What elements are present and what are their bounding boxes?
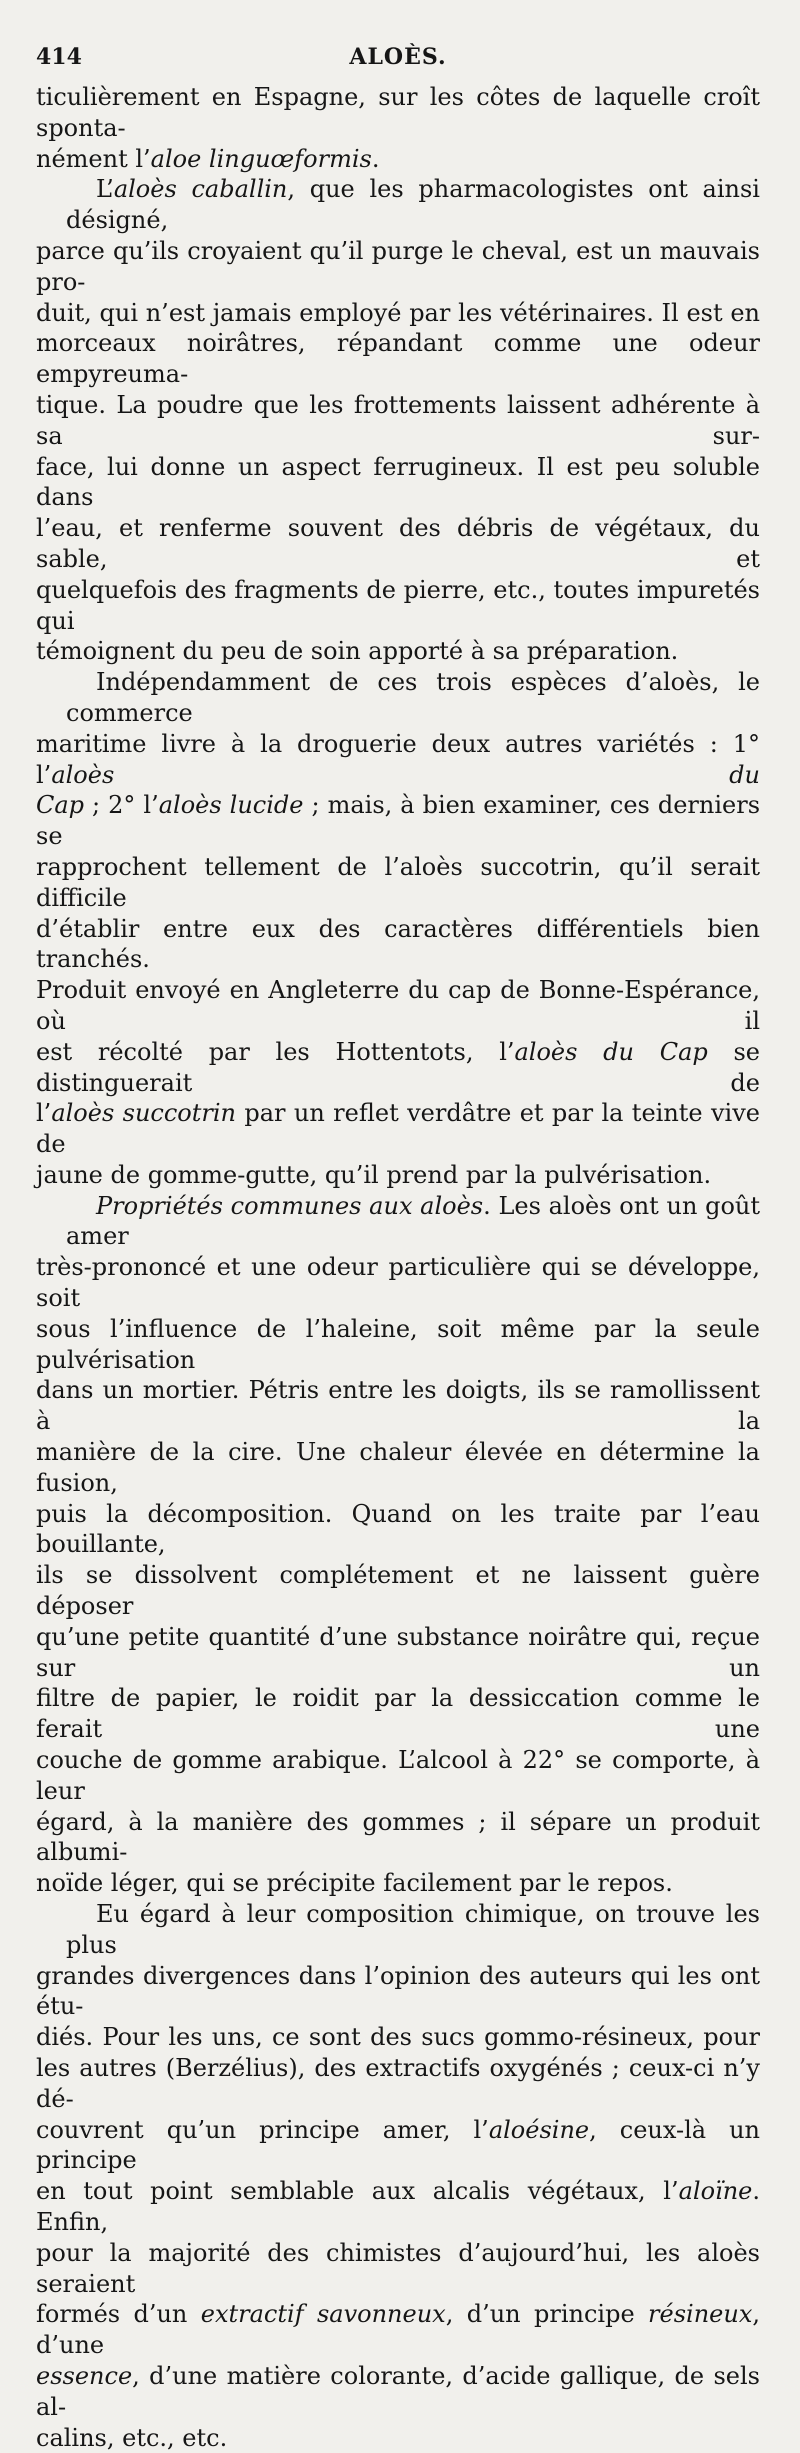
- italic-text: aloès succotrin: [51, 1099, 236, 1128]
- text-run: face, lui donne un aspect ferrugineux. Il est peu soluble dans: [36, 452, 760, 512]
- text-run: , que les pharmacologistes ont ainsi désigné,: [66, 175, 760, 235]
- text-line: [36, 144, 760, 175]
- text-run: . Les aloès ont un goût amer: [66, 1191, 760, 1251]
- text-line: [36, 1037, 760, 1099]
- text-run: d’établir entre eux des caractères différentiels bien tranchés.: [36, 914, 760, 974]
- page-number: 414: [36, 44, 82, 70]
- text-line: [36, 82, 760, 144]
- text-line: [36, 2238, 760, 2300]
- paragraph: [36, 667, 760, 1191]
- text-line: [36, 975, 760, 1037]
- page-header: [36, 34, 760, 82]
- text-run: manière de la cire. Une chaleur élevée en détermine la fusion,: [36, 1438, 760, 1497]
- text-line: [36, 513, 760, 575]
- italic-text: aloésine: [488, 2115, 590, 2144]
- text-run: .: [371, 144, 380, 173]
- text-line: [36, 236, 760, 298]
- text-run: , ceux-là un principe: [36, 2115, 760, 2175]
- text-run: couche de gomme arabique. L’alcool à 22° se comporte, à leur: [36, 1746, 760, 1805]
- text-line: [36, 852, 760, 914]
- italic-text: aloïne: [678, 2177, 753, 2206]
- italic-text: aloès caballin: [113, 175, 288, 204]
- text-run: Eu égard à leur composition chimique, on trouve les plus: [66, 1900, 760, 1959]
- text-line: [36, 1868, 760, 1899]
- text-run: très-prononcé et une odeur particulière qui se développe, soit: [36, 1253, 760, 1313]
- text-run: ; 2° l’: [84, 791, 159, 820]
- text-line: [36, 1807, 760, 1869]
- text-run: les autres (Berzélius), des extractifs oxygénés ; ceux-ci n’y dé-: [36, 2054, 760, 2113]
- text-run: parce qu’ils croyaient qu’il purge le cheval, est un mauvais pro-: [36, 236, 760, 296]
- text-run: nément l’: [36, 144, 151, 173]
- text-line: [36, 2176, 760, 2238]
- text-line: [36, 1191, 760, 1253]
- italic-text: aloès lucide: [158, 791, 304, 820]
- text-run: qu’une petite quantité d’une substance noirâtre qui, reçue sur un: [36, 1622, 760, 1682]
- text-line: [36, 667, 760, 729]
- text-run: , d’une: [36, 2300, 761, 2360]
- text-run: puis la décomposition. Quand on les traite par l’eau bouillante,: [36, 1499, 760, 1559]
- text-line: [36, 636, 760, 667]
- text-run: l’: [36, 1099, 52, 1128]
- text-line: [36, 1437, 760, 1499]
- text-line: [36, 1745, 760, 1807]
- text-run: pour la majorité des chimistes d’aujourd’hui, les aloès seraient: [36, 2238, 760, 2298]
- italic-text: aloe linguœformis: [150, 144, 372, 173]
- text-line: [36, 174, 760, 236]
- text-run: Produit envoyé en Angleterre du cap de Bonne-Espérance, où il: [36, 976, 760, 1035]
- text-run: filtre de papier, le roidit par la dessiccation comme le ferait une: [36, 1684, 760, 1744]
- text-line: [36, 1499, 760, 1561]
- text-line: [36, 1098, 760, 1160]
- text-line: [36, 1560, 760, 1622]
- text-run: tique. La poudre que les frottements laissent adhérente à sa sur-: [36, 390, 760, 450]
- text-run: dans un mortier. Pétris entre les doigts, ils se ramollissent à la: [36, 1376, 760, 1436]
- text-run: rapprochent tellement de l’aloès succotrin, qu’il serait difficile: [36, 852, 760, 912]
- text-run: , d’une matière colorante, d’acide gallique, de sels al-: [36, 2361, 760, 2421]
- text-line: [36, 2423, 760, 2453]
- text-run: . Enfin,: [36, 2177, 760, 2236]
- text-run: en tout point semblable aux alcalis végétaux, l’: [36, 2177, 679, 2206]
- text-run: quelquefois des fragments de pierre, etc., toutes impuretés qui: [36, 575, 760, 635]
- text-line: [36, 2115, 760, 2177]
- text-line: [36, 575, 760, 637]
- text-line: [36, 1160, 760, 1191]
- text-line: [36, 2361, 760, 2423]
- text-run: l’eau, et renferme souvent des débris de végétaux, du sable, et: [36, 514, 760, 573]
- text-run: noïde léger, qui se précipite facilement par le repos.: [36, 1869, 673, 1898]
- paragraph: [36, 1191, 760, 1899]
- italic-text: Propriétés communes aux aloès: [96, 1191, 484, 1220]
- paragraph: [36, 82, 760, 174]
- text-run: jaune de gomme-gutte, qu’il prend par la pulvérisation.: [36, 1160, 712, 1189]
- text-line: [36, 328, 760, 390]
- text-run: témoignent du peu de soin apporté à sa préparation.: [36, 637, 679, 666]
- running-title: ALOÈS.: [349, 44, 447, 70]
- text-line: [36, 1683, 760, 1745]
- text-run: Indépendamment de ces trois espèces d’aloès, le commerce: [66, 668, 760, 727]
- text-line: [36, 2299, 760, 2361]
- text-run: grandes divergences dans l’opinion des auteurs qui les ont étu-: [36, 1961, 760, 2021]
- text-run: maritime livre à la droguerie deux autres variétés : 1° l’: [36, 729, 760, 789]
- text-run: par un reflet verdâtre et par la teinte vive de: [36, 1099, 760, 1159]
- text-run: est récolté par les Hottentots, l’: [36, 1037, 515, 1066]
- text-run: couvrent qu’un principe amer, l’: [36, 2115, 489, 2144]
- text-run: égard, à la manière des gommes ; il sépare un produit albumi-: [36, 1807, 760, 1867]
- text-line: [36, 452, 760, 514]
- text-run: formés d’un: [36, 2300, 201, 2329]
- text-run: duit, qui n’est jamais employé par les vétérinaires. Il est en: [36, 298, 760, 327]
- text-line: [36, 1961, 760, 2023]
- text-run: L’: [96, 175, 114, 204]
- italic-text: Cap: [36, 791, 85, 820]
- paragraph: [36, 174, 760, 667]
- text-line: [36, 790, 760, 852]
- text-line: [36, 1252, 760, 1314]
- text-line: [36, 1314, 760, 1376]
- italic-text: aloès du: [51, 760, 760, 789]
- text-line: [36, 729, 760, 791]
- text-line: [36, 2053, 760, 2115]
- text-run: ; mais, à bien examiner, ces derniers se: [36, 791, 761, 851]
- italic-text: aloès du Cap: [514, 1037, 708, 1066]
- body-text: [36, 82, 760, 2453]
- text-run: sous l’influence de l’haleine, soit même par la seule pulvérisation: [36, 1314, 760, 1374]
- paragraph: [36, 1899, 760, 2453]
- text-run: , d’un principe: [445, 2300, 649, 2329]
- italic-text: résineux: [648, 2300, 753, 2329]
- text-run: se distinguerait de: [36, 1037, 760, 1097]
- text-run: morceaux noirâtres, répandant comme une odeur empyreuma-: [36, 329, 760, 389]
- text-line: [36, 390, 760, 452]
- text-line: [36, 1899, 760, 1961]
- text-line: [36, 1622, 760, 1684]
- italic-text: essence: [36, 2361, 133, 2390]
- text-line: [36, 1375, 760, 1437]
- text-run: calins, etc., etc.: [36, 2423, 228, 2452]
- italic-text: extractif savonneux: [200, 2300, 446, 2329]
- text-line: [36, 914, 760, 976]
- text-line: [36, 2022, 760, 2053]
- text-run: diés. Pour les uns, ce sont des sucs gommo-résineux, pour: [36, 2023, 760, 2052]
- text-run: ticulièrement en Espagne, sur les côtes de laquelle croît sponta-: [36, 83, 760, 142]
- text-line: [36, 298, 760, 329]
- text-run: ils se dissolvent complétement et ne laissent guère déposer: [36, 1561, 760, 1621]
